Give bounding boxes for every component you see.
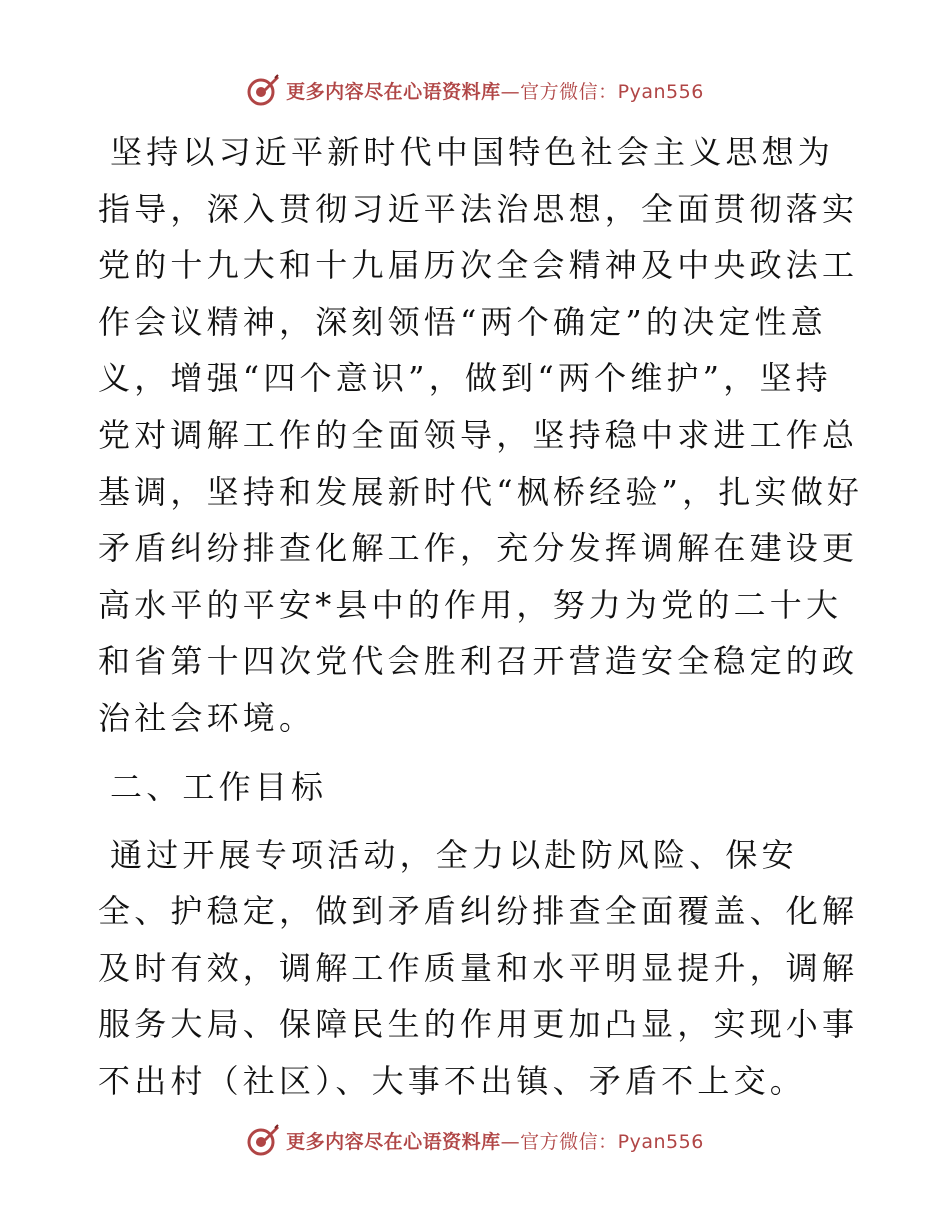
footer-watermark-site: 更多内容尽在心语资料库 <box>286 1130 501 1153</box>
header-watermark-text <box>286 77 704 104</box>
header-watermark <box>0 70 950 110</box>
header-watermark-site: 更多内容尽在心语资料库 <box>286 80 501 103</box>
section-heading-goals: 二、工作目标 <box>110 767 328 806</box>
paragraph-spacer <box>98 747 868 759</box>
footer-watermark-wechat: 官方微信：Pyan556 <box>520 1130 704 1153</box>
document-body <box>98 124 868 1110</box>
body-paragraph-goals: 通过开展专项活动，全力以赴防风险、保安全、护稳定，做到矛盾纠纷排查全面覆盖、化解及时有效，调解工作质量和水平明显提升，调解服务大局、保障民生的作用更加凸显，实现小事不出村（社区）、大事不出镇、矛盾不上交。 <box>98 835 859 1100</box>
footer-watermark <box>0 1120 950 1160</box>
pen-logo-icon <box>246 1123 280 1157</box>
paragraph-spacer <box>98 815 868 827</box>
footer-watermark-dash: — <box>500 1130 521 1153</box>
body-paragraph-guiding-thought: 坚持以习近平新时代中国特色社会主义思想为指导，深入贯彻习近平法治思想，全面贯彻落实党的十九大和十九届历次全会精神及中央政法工作会议精神，深刻领悟“两个确定”的决定性意义，增强“四个意识”，做到“两个维护”，坚持党对调解工作的全面领导，坚持稳中求进工作总基调，坚持和发展新时代“枫桥经验”，扎实做好矛盾纠纷排查化解工作，充分发挥调解在建设更高水平的平安*县中的作用，努力为党的二十大和省第十四次党代会胜利召开营造安全稳定的政治社会环境。 <box>98 133 864 737</box>
header-watermark-wechat: 官方微信：Pyan556 <box>520 80 704 103</box>
header-watermark-inner <box>246 73 704 107</box>
footer-watermark-text <box>286 1127 704 1154</box>
footer-watermark-inner <box>246 1123 704 1157</box>
header-watermark-dash: — <box>500 80 521 103</box>
pen-logo-icon <box>246 73 280 107</box>
